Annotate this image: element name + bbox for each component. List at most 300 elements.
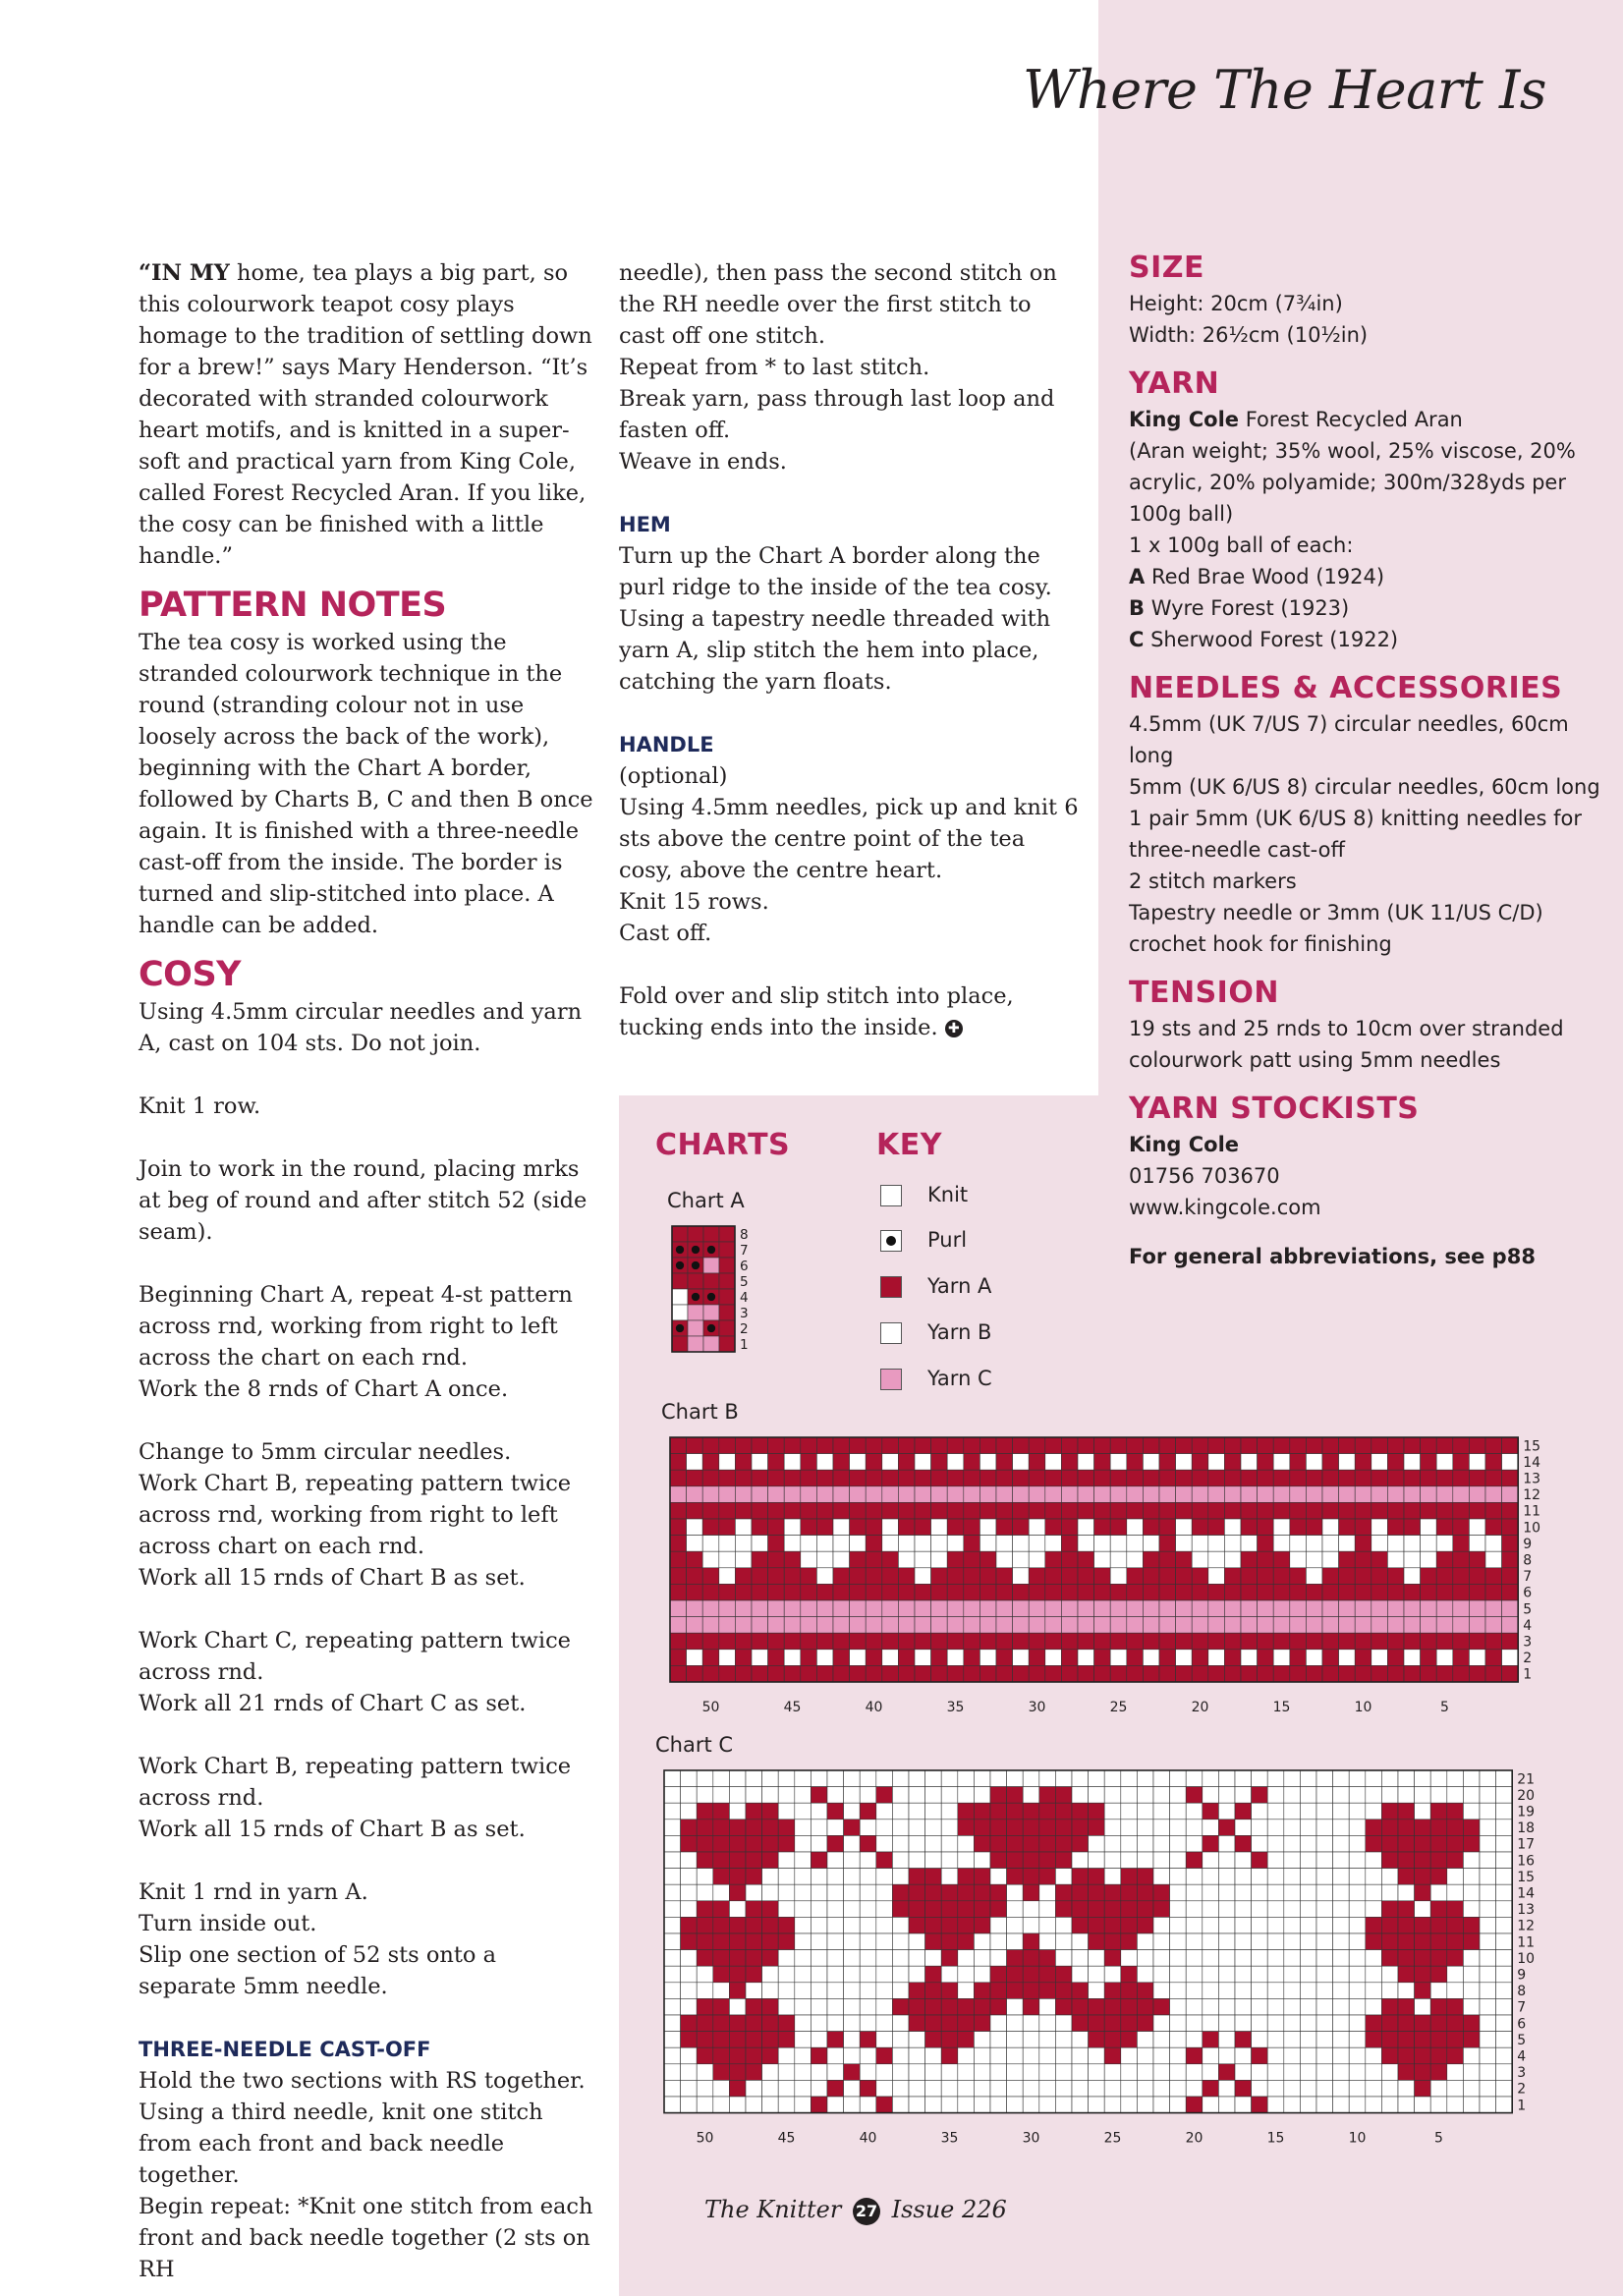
chart-cell (1143, 1551, 1159, 1568)
chart-cell (1463, 1966, 1480, 1983)
chart-cell (947, 1519, 964, 1536)
chart-cell (1267, 1835, 1284, 1852)
chart-cell (892, 1820, 909, 1836)
chart-cell (1339, 1633, 1356, 1650)
chart-cell (1371, 1486, 1388, 1503)
chart-cell (964, 1551, 980, 1568)
chart-cell (664, 1884, 681, 1901)
chart-cell (931, 1633, 948, 1650)
chart-cell (827, 1950, 844, 1967)
chart-cell (1055, 1803, 1072, 1820)
chart-cell (964, 1600, 980, 1617)
chart-cell (964, 1536, 980, 1552)
chart-cell (1258, 1617, 1274, 1634)
chart-cell (1496, 1998, 1513, 2015)
chart-cell (1366, 1901, 1382, 1918)
chart-cell (1007, 1950, 1024, 1967)
chart-cell (1496, 1869, 1513, 1885)
chart-cell (1045, 1502, 1062, 1519)
chart-cell (1267, 1917, 1284, 1933)
chart-cell (1300, 1820, 1316, 1836)
chart-cell (1186, 2097, 1203, 2113)
chart-cell (746, 1983, 762, 1999)
chart-cell (1104, 2080, 1121, 2097)
handle-line: (optional) (619, 763, 728, 789)
row-number: 14 (1523, 1454, 1541, 1471)
chart-cell (1078, 1470, 1094, 1486)
stockist-phone: 01756 703670 (1129, 1164, 1280, 1188)
chart-cell (1387, 1470, 1404, 1486)
chart-cell (941, 1901, 958, 1918)
chart-cell (974, 2064, 990, 2081)
chart-cell (1284, 1884, 1301, 1901)
chart-cell (1159, 1502, 1176, 1519)
chart-cell (827, 1803, 844, 1820)
chart-cell (850, 1551, 867, 1568)
chart-cell (1339, 1584, 1356, 1600)
chart-cell (1398, 1787, 1415, 1804)
chart-cell (958, 1966, 975, 1983)
chart-cell (729, 2080, 746, 2097)
chart-cell (1469, 1454, 1485, 1471)
chart-cell (1089, 1983, 1105, 1999)
chart-cell (752, 1568, 768, 1585)
abbreviations-note: For general abbreviations, see p88 (1129, 1245, 1536, 1268)
chart-cell (833, 1551, 850, 1568)
yarn-brand: King Cole (1129, 408, 1240, 431)
chart-cell (1089, 1884, 1105, 1901)
chart-cell (1469, 1584, 1485, 1600)
chart-cell (1333, 1966, 1350, 1983)
chart-cell (784, 1454, 801, 1471)
chart-cell (1430, 2080, 1447, 2097)
chart-cell (1203, 2064, 1219, 2081)
chart-cell (670, 1454, 687, 1471)
chart-cell (1072, 1983, 1089, 1999)
chart-cell (1023, 1869, 1039, 1885)
column-number: 25 (1109, 1700, 1128, 1713)
chart-cell (1355, 1600, 1371, 1617)
chart-cell (778, 1770, 795, 1787)
yarn-colour-name: Wyre Forest (1923) (1145, 596, 1350, 620)
chart-cell (860, 2080, 876, 2097)
chart-cell (729, 2032, 746, 2048)
chart-cell (811, 1835, 827, 1852)
chart-cell (1013, 1617, 1030, 1634)
chart-cell (784, 1650, 801, 1666)
chart-cell (1055, 1983, 1072, 1999)
chart-cell (827, 1983, 844, 1999)
chart-cell (1387, 1665, 1404, 1682)
chart-cell (672, 1226, 688, 1242)
chart-cell (816, 1437, 833, 1454)
chart-cell (1235, 1998, 1252, 2015)
chart-cell (1055, 1998, 1072, 2015)
chart-cell (1143, 1437, 1159, 1454)
chart-cell (860, 2015, 876, 2032)
chart-cell (735, 1551, 752, 1568)
chart-cell (1186, 1917, 1203, 1933)
chart-cell (1176, 1437, 1193, 1454)
chart-cell (1480, 1917, 1496, 1933)
chart-cell (1159, 1454, 1176, 1471)
chart-cell (1366, 1983, 1382, 1999)
chart-cell (827, 1787, 844, 1804)
chart-cell (915, 1502, 931, 1519)
chart-cell (1137, 2080, 1153, 2097)
chart-cell (1387, 1502, 1404, 1519)
chart-cell (1007, 2097, 1024, 2113)
chart-cell (1306, 1454, 1322, 1471)
chart-cell (1235, 1852, 1252, 1869)
chart-cell (1316, 1835, 1333, 1852)
chart-cell (947, 1454, 964, 1471)
chart-cell (958, 1933, 975, 1950)
chart-cell (1496, 1983, 1513, 1999)
chart-cell (784, 1536, 801, 1552)
chart-cell (833, 1568, 850, 1585)
chart-cell (1110, 1617, 1127, 1634)
chart-cell (811, 1770, 827, 1787)
chart-cell (844, 1803, 861, 1820)
chart-cell (811, 2015, 827, 2032)
chart-cell (1421, 1650, 1437, 1666)
chart-cell (762, 1835, 779, 1852)
chart-cell (1316, 2032, 1333, 2048)
chart-cell (664, 1770, 681, 1787)
chart-cell (990, 1998, 1007, 2015)
chart-cell (827, 1933, 844, 1950)
chart-cell (1104, 1917, 1121, 1933)
white-swatch (880, 1185, 902, 1206)
chart-cell (672, 1305, 688, 1320)
chart-cell (1381, 1770, 1398, 1787)
chart-cell (670, 1633, 687, 1650)
column-number: 50 (696, 2130, 714, 2147)
chart-cell (882, 1502, 899, 1519)
chart-cell (958, 1835, 975, 1852)
chart-cell (1192, 1600, 1208, 1617)
chart-cell (1127, 1617, 1144, 1634)
chart-cell (1170, 1787, 1187, 1804)
chart-cell (1241, 1551, 1258, 1568)
chart-cell (1267, 1933, 1284, 1950)
chart-cell (1153, 1803, 1170, 1820)
chart-cell (941, 2047, 958, 2064)
chart-cell (778, 1835, 795, 1852)
chart-cell (860, 1983, 876, 1999)
chart-cell (1463, 1950, 1480, 1967)
chart-cell (719, 1486, 736, 1503)
chart-cell (915, 1519, 931, 1536)
chart-cell (964, 1568, 980, 1585)
chart-cell (1322, 1600, 1339, 1617)
chart-cell (816, 1650, 833, 1666)
purl-dot (692, 1293, 700, 1301)
chart-cell (947, 1600, 964, 1617)
chart-cell (1355, 1454, 1371, 1471)
chart-cell (681, 2080, 698, 2097)
chart-cell (729, 1820, 746, 1836)
chart-cell (1252, 2032, 1268, 2048)
chart-cell (1430, 1950, 1447, 1967)
chart-cell (925, 1884, 942, 1901)
chart-cell (860, 1835, 876, 1852)
chart-cell (1485, 1584, 1502, 1600)
chart-cell (1366, 1966, 1382, 1983)
chart-cell (1430, 1770, 1447, 1787)
chart-cell (909, 1835, 925, 1852)
chart-cell (746, 2064, 762, 2081)
chart-cell (941, 1869, 958, 1885)
chart-cell (1153, 1869, 1170, 1885)
cosy-instruction-line: Turn inside out. (139, 1911, 317, 1936)
chart-cell (1284, 1770, 1301, 1787)
chart-cell (1121, 1884, 1138, 1901)
chart-cell (876, 1966, 893, 1983)
chart-cell (713, 2047, 730, 2064)
chart-cell (990, 2032, 1007, 2048)
chart-cell (1349, 1950, 1366, 1967)
chart-cell (1333, 2032, 1350, 2048)
chart-cell (1371, 1568, 1388, 1585)
chart-cell (1153, 1998, 1170, 2015)
chart-cell (1398, 2064, 1415, 2081)
chart-cell (1094, 1617, 1111, 1634)
chart-cell (795, 1869, 812, 1885)
chart-cell (746, 2015, 762, 2032)
chart-cell (898, 1633, 915, 1650)
chart-cell (1404, 1486, 1421, 1503)
chart-cell (1104, 1869, 1121, 1885)
chart-cell (1415, 1869, 1431, 1885)
chart-cell (1029, 1617, 1045, 1634)
stockist-website: www.kingcole.com (1129, 1196, 1321, 1219)
chart-cell (1316, 1869, 1333, 1885)
chart-cell (687, 1617, 703, 1634)
chart-cell (1029, 1633, 1045, 1650)
chart-cell (1159, 1584, 1176, 1600)
chart-cell (850, 1600, 867, 1617)
chart-cell (860, 1869, 876, 1885)
chart-cell (746, 1901, 762, 1918)
chart-cell (1137, 1950, 1153, 1967)
chart-cell (768, 1536, 785, 1552)
chart-cell (713, 2064, 730, 2081)
chart-cell (735, 1519, 752, 1536)
chart-cell (768, 1617, 785, 1634)
chart-cell (844, 2097, 861, 2113)
chart-cell (1453, 1584, 1470, 1600)
chart-cell (1089, 1869, 1105, 1885)
chart-cell (1349, 1933, 1366, 1950)
chart-cell (1078, 1650, 1094, 1666)
chart-cell (931, 1650, 948, 1666)
chart-cell (964, 1454, 980, 1471)
chart-cell (1447, 1966, 1464, 1983)
chart-cell (719, 1226, 735, 1242)
chart-cell (664, 1803, 681, 1820)
cosy-instruction-line: Knit 1 row. (139, 1093, 261, 1119)
chart-cell (1224, 1437, 1241, 1454)
chart-cell (931, 1584, 948, 1600)
chart-cell (1023, 1966, 1039, 1983)
chart-cell (990, 2064, 1007, 2081)
chart-cell (664, 1835, 681, 1852)
intro-lead: “IN MY (139, 260, 230, 286)
chart-cell (1176, 1470, 1193, 1486)
chart-cell (1153, 2064, 1170, 2081)
chart-cell (729, 1852, 746, 1869)
chart-cell (681, 2047, 698, 2064)
chart-cell (1485, 1551, 1502, 1568)
row-number: 15 (1523, 1438, 1541, 1455)
chart-cell (850, 1617, 867, 1634)
chart-cell (898, 1650, 915, 1666)
chart-cell (958, 2032, 975, 2048)
chart-cell (1322, 1551, 1339, 1568)
chart-cell (1023, 1933, 1039, 1950)
chart-cell (990, 1950, 1007, 1967)
chart-cell (1121, 1950, 1138, 1967)
chart-cell (1089, 1917, 1105, 1933)
row-number: 13 (1517, 1902, 1536, 1919)
chart-cell (1316, 1803, 1333, 1820)
chart-cell (844, 1917, 861, 1933)
chart-cell (1121, 2080, 1138, 2097)
chart-cell (1398, 1998, 1415, 2015)
chart-cell (1502, 1584, 1519, 1600)
chart-cell (1339, 1551, 1356, 1568)
chart-cell (1284, 2080, 1301, 2097)
chart-cell (1110, 1502, 1127, 1519)
chart-cell (1252, 1998, 1268, 2015)
chart-cell (1241, 1454, 1258, 1471)
chart-cell (1186, 2064, 1203, 2081)
chart-cell (1333, 2047, 1350, 2064)
chart-cell (746, 2097, 762, 2113)
chart-cell (850, 1437, 867, 1454)
chart-cell (795, 1966, 812, 1983)
chart-cell (1463, 1803, 1480, 1820)
row-number: 14 (1517, 1885, 1536, 1902)
chart-cell (882, 1665, 899, 1682)
chart-cell (1143, 1584, 1159, 1600)
chart-cell (931, 1502, 948, 1519)
chart-cell (876, 2097, 893, 2113)
chart-cell (1436, 1519, 1453, 1536)
chart-cell (670, 1665, 687, 1682)
chart-cell (1502, 1470, 1519, 1486)
chart-cell (1061, 1470, 1078, 1486)
chart-cell (1094, 1600, 1111, 1617)
chart-cell (778, 1803, 795, 1820)
chart-cell (1039, 1852, 1056, 1869)
chart-cell (1110, 1470, 1127, 1486)
chart-cell (941, 1835, 958, 1852)
chart-cell (833, 1486, 850, 1503)
chart-cell (1355, 1486, 1371, 1503)
column-number: 35 (946, 1700, 965, 1713)
chart-cell (1381, 1852, 1398, 1869)
chart-cell (1203, 1869, 1219, 1885)
chart-cell (1121, 1869, 1138, 1885)
chart-cell (860, 1852, 876, 1869)
chart-cell (860, 1917, 876, 1933)
chart-cell (795, 1835, 812, 1852)
chart-cell (1453, 1437, 1470, 1454)
chart-cell (1029, 1486, 1045, 1503)
chart-cell (664, 1983, 681, 1999)
chart-cell (1267, 1966, 1284, 1983)
chart-cell (1300, 1770, 1316, 1787)
chart-cell (860, 1787, 876, 1804)
chart-cell (941, 1917, 958, 1933)
chart-cell (1447, 1835, 1464, 1852)
chart-cell (876, 1933, 893, 1950)
chart-cell (827, 1835, 844, 1852)
chart-cell (762, 2032, 779, 2048)
chart-cell (958, 1950, 975, 1967)
chart-cell (752, 1633, 768, 1650)
column-number: 20 (1191, 1700, 1209, 1713)
row-number: 6 (1517, 2016, 1527, 2033)
chart-cell (1218, 1803, 1235, 1820)
chart-cell (752, 1470, 768, 1486)
chart-cell (931, 1665, 948, 1682)
chart-cell (762, 1983, 779, 1999)
chart-cell (1159, 1650, 1176, 1666)
key-heading: KEY (876, 1128, 942, 1162)
chart-cell (1258, 1519, 1274, 1536)
chart-cell (1218, 1852, 1235, 1869)
chart-cell (898, 1536, 915, 1552)
chart-cell (1208, 1454, 1225, 1471)
chart-cell (1055, 1770, 1072, 1787)
chart-cell (1404, 1551, 1421, 1568)
chart-cell (1290, 1519, 1307, 1536)
chart-cell (816, 1486, 833, 1503)
chart-cell (703, 1273, 719, 1289)
chart-cell (1355, 1650, 1371, 1666)
chart-cell (795, 1950, 812, 1967)
chart-cell (1421, 1600, 1437, 1617)
chart-cell (1104, 1852, 1121, 1869)
chart-cell (1023, 1770, 1039, 1787)
chart-cell (979, 1551, 996, 1568)
yarn-detail: 1 x 100g ball of each: (1129, 533, 1354, 557)
chart-cell (1463, 1901, 1480, 1918)
chart-cell (925, 1933, 942, 1950)
chart-cell (1061, 1454, 1078, 1471)
chart-cell (1284, 1966, 1301, 1983)
chart-cell (719, 1650, 736, 1666)
chart-cell (752, 1617, 768, 1634)
chart-cell (1415, 2064, 1431, 2081)
chart-cell (1186, 1869, 1203, 1885)
chart-cell (1284, 2032, 1301, 2048)
chart-cell (1023, 2015, 1039, 2032)
chart-cell (697, 1983, 713, 1999)
chart-cell (664, 1966, 681, 1983)
chart-cell (1430, 1803, 1447, 1820)
chart-cell (1381, 1998, 1398, 2015)
chart-cell (974, 2080, 990, 2097)
chart-cell (1290, 1437, 1307, 1454)
chart-cell (1496, 1950, 1513, 1967)
chart-cell (1137, 1966, 1153, 1983)
chart-cell (860, 1966, 876, 1983)
